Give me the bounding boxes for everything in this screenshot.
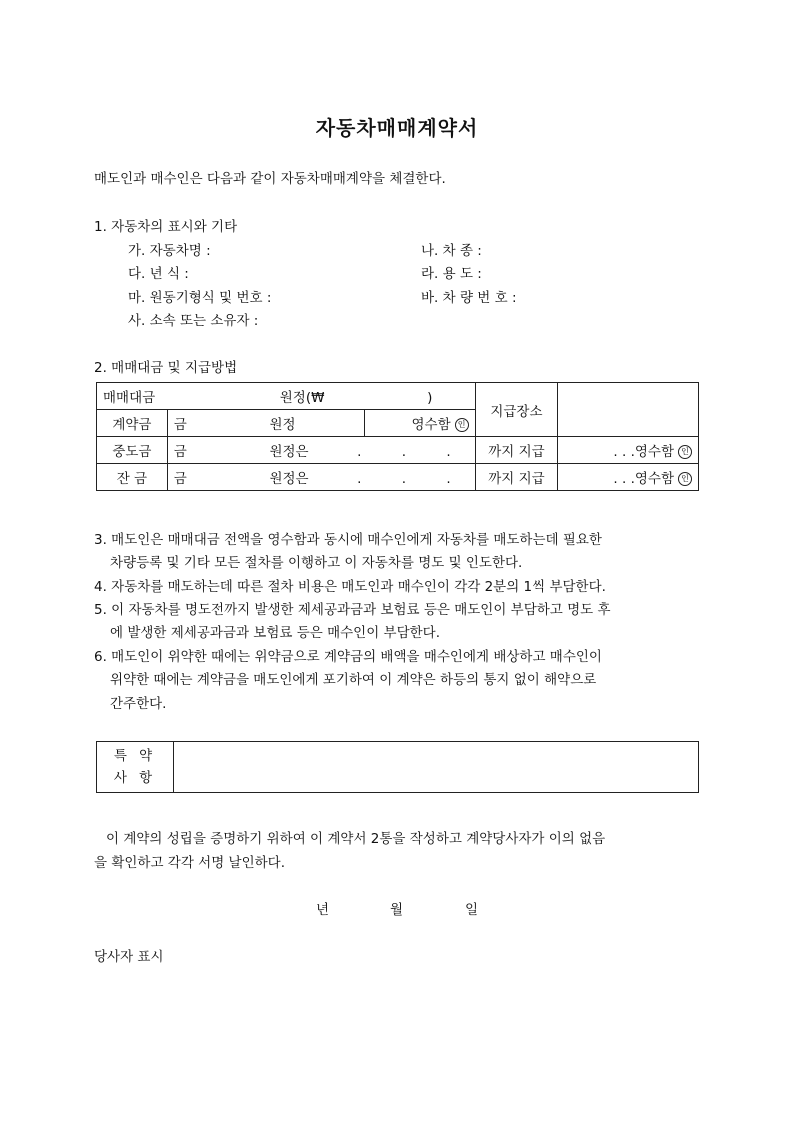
item-car-name: 가. 자동차명 : (128, 243, 211, 259)
interim-received: . . .영수함 (613, 444, 674, 460)
date-day: 일 (465, 902, 479, 918)
clause-4: 4. 자동차를 매도하는데 따른 절차 비용은 매도인과 매수인이 각각 2분의 1씩 부담한다. (94, 579, 606, 595)
total-price-cell (97, 383, 476, 410)
item-plate-number: 바. 차 량 번 호 : (421, 290, 517, 306)
balance-received: . . .영수함 (613, 471, 674, 487)
section1-heading: 1. 자동차의 표시와 기타 (94, 219, 238, 235)
deposit-label: 계약금 (97, 410, 168, 437)
balance-amount-cell (167, 464, 475, 491)
deposit-geum: 금 (173, 417, 187, 433)
clause-5-line-1: 5. 이 자동차를 명도전까지 발생한 제세공과금과 보험료 등은 매도인이 부담하고 명도 후 (94, 602, 611, 618)
item-usage: 라. 용 도 : (421, 266, 482, 282)
closing-line-2: 을 확인하고 각각 서명 날인하다. (94, 855, 285, 871)
balance-by: 까지 지급 (475, 464, 558, 491)
item-engine-number: 마. 원동기형식 및 번호 : (128, 290, 272, 306)
balance-geum: 금 (173, 471, 187, 487)
interim-amount-cell (167, 437, 475, 464)
seal-mark: 인 (455, 418, 469, 432)
special-terms-table (96, 741, 699, 793)
section2-heading: 2. 매매대금 및 지급방법 (94, 360, 238, 376)
clause-6-line-2: 위약한 때에는 계약금을 매도인에게 포기하여 이 계약은 하등의 통지 없이 해약으로 (110, 672, 597, 688)
clause-3-line-1: 3. 매도인은 매매대금 전액을 영수함과 동시에 매수인에게 자동차를 매도하는데 필요한 (94, 532, 602, 548)
pay-place-value (558, 383, 699, 437)
clause-6-line-3: 간주한다. (110, 696, 167, 712)
deposit-wonjeong: 원정 (269, 417, 296, 433)
balance-wonjeong: 원정은 (269, 471, 309, 487)
special-terms-label (97, 742, 174, 793)
interim-label: 중도금 (97, 437, 168, 464)
balance-label: 잔 금 (97, 464, 168, 491)
deposit-received: 영수함 (411, 417, 451, 433)
clause-3-line-2: 차량등록 및 기타 모든 절차를 이행하고 이 자동차를 명도 및 인도한다. (110, 555, 523, 571)
item-model-year: 다. 년 식 : (128, 266, 189, 282)
special-terms-label-line-1: 특 약 (113, 748, 157, 764)
parties-label: 당사자 표시 (94, 949, 164, 965)
closing-line-1: 이 계약의 성립을 증명하기 위하여 이 계약서 2통을 작성하고 계약당사자가 이의 없음 (106, 831, 606, 847)
total-price-close: ) (427, 390, 433, 406)
payment-table (96, 382, 699, 491)
date-month: 월 (390, 902, 404, 918)
special-terms-label-line-2: 사 항 (113, 770, 157, 786)
interim-date: . . . (357, 444, 469, 460)
deposit-amount-cell (167, 410, 364, 437)
intro-text: 매도인과 매수인은 다음과 같이 자동차매매계약을 체결한다. (94, 171, 446, 187)
item-owner: 사. 소속 또는 소유자 : (128, 313, 259, 329)
balance-received-cell (558, 464, 699, 491)
interim-wonjeong: 원정은 (269, 444, 309, 460)
deposit-received-cell (365, 410, 475, 437)
interim-received-cell (558, 437, 699, 464)
total-price-amount: 원정(₩ (279, 390, 325, 406)
clause-6-line-1: 6. 매도인이 위약한 때에는 위약금으로 계약금의 배액을 매수인에게 배상하고 매수인이 (94, 649, 602, 665)
special-terms-content (174, 742, 699, 793)
seal-mark: 인 (678, 445, 692, 459)
balance-date: . . . (357, 471, 469, 487)
interim-by: 까지 지급 (475, 437, 558, 464)
seal-mark: 인 (678, 472, 692, 486)
date-year: 년 (316, 902, 330, 918)
clause-5-line-2: 에 발생한 제세공과금과 보험료 등은 매수인이 부담한다. (110, 625, 440, 641)
item-car-type: 나. 차 종 : (421, 243, 482, 259)
total-price-label: 매매대금 (103, 390, 156, 406)
pay-place-label: 지급장소 (475, 383, 558, 437)
interim-geum: 금 (173, 444, 187, 460)
clause-3 (94, 528, 699, 548)
document-title: 자동차매매계약서 (315, 116, 479, 140)
